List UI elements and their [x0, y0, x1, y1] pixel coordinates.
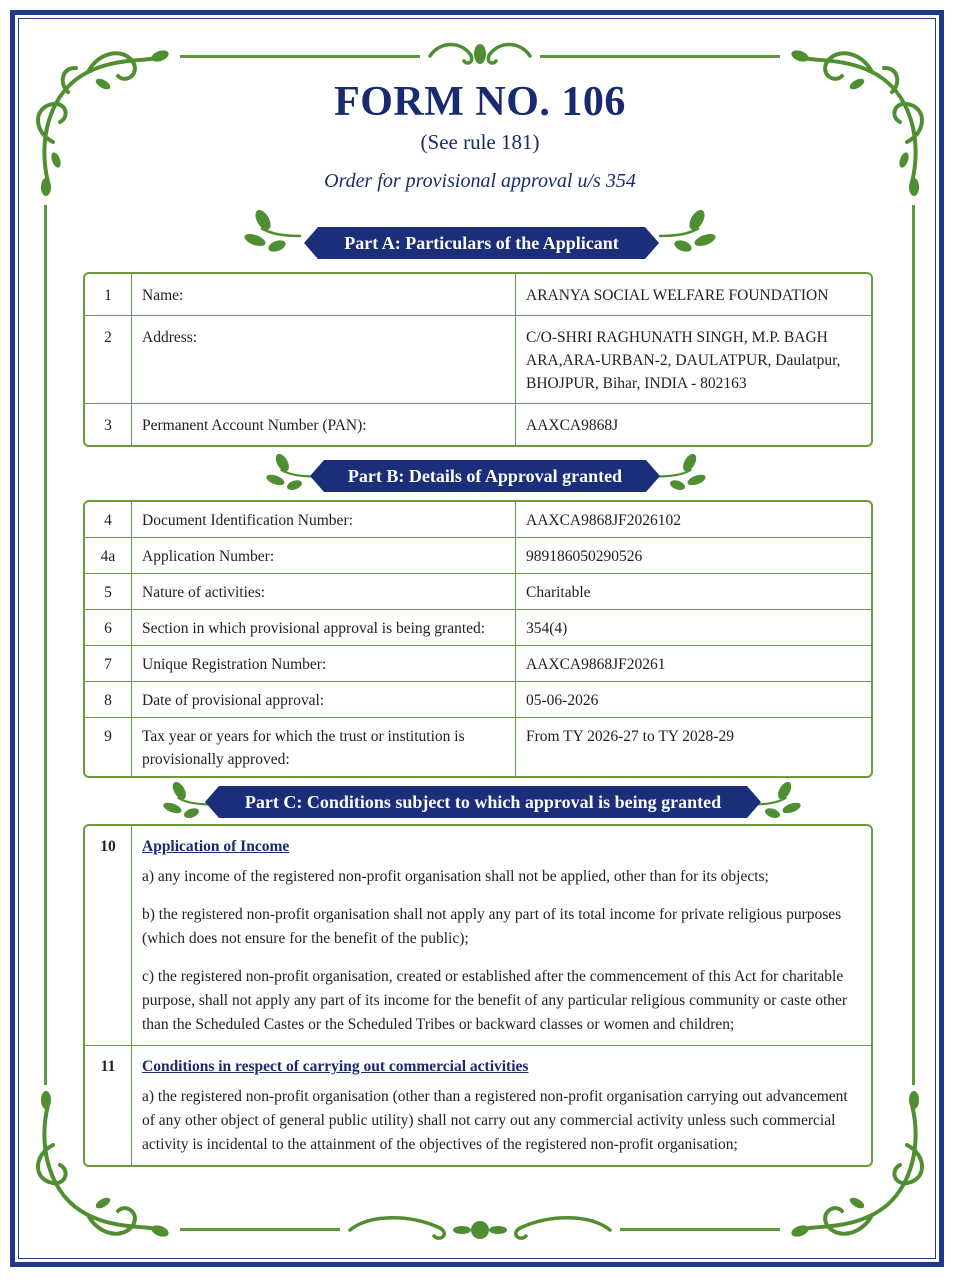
- top-right-rule: [540, 55, 780, 58]
- table-row: [85, 573, 871, 609]
- table-row: [85, 609, 871, 645]
- condition-paragraph: a) any income of the registered non-profit organisation shall not be applied, other than for its objects;: [142, 868, 769, 885]
- row-value: From TY 2026-27 to TY 2028-29: [526, 728, 734, 745]
- row-label: Address:: [132, 316, 516, 403]
- bottom-right-rule: [620, 1228, 780, 1231]
- row-label: Nature of activities:: [132, 574, 516, 609]
- row-number: 4a: [85, 538, 132, 573]
- table-row: [85, 645, 871, 681]
- row-number: 7: [85, 646, 132, 681]
- part-c-banner: Part C: Conditions subject to which approval is being granted: [219, 786, 747, 818]
- table-row: [85, 502, 871, 537]
- row-value: ARANYA SOCIAL WELFARE FOUNDATION: [526, 287, 829, 304]
- table-row: [85, 274, 871, 315]
- table-row: [85, 717, 871, 776]
- row-label: Section in which provisional approval is being granted:: [132, 610, 516, 645]
- part-a-banner: Part A: Particulars of the Applicant: [318, 227, 645, 259]
- row-value: Charitable: [526, 584, 591, 601]
- left-rule: [44, 205, 47, 1085]
- page-title: FORM NO. 106: [334, 79, 626, 125]
- row-number: 8: [85, 682, 132, 717]
- right-rule: [912, 205, 915, 1085]
- condition-paragraph: a) the registered non-profit organisation (other than a registered non-profit organisation carrying out advancement of any other object of general public utility) shall not carry out any commercial activity unless such commercial activity is incidental to the attainment of the objectives of the registered non-profit organisation;: [142, 1088, 848, 1153]
- row-value: AAXCA9868JF20261: [526, 656, 666, 673]
- row-label: Name:: [132, 274, 516, 315]
- row-label: Document Identification Number:: [132, 502, 516, 537]
- row-label: Permanent Account Number (PAN):: [132, 404, 516, 445]
- row-value: AAXCA9868JF2026102: [526, 512, 682, 529]
- condition-body: [132, 1046, 871, 1165]
- condition-heading: Application of Income: [142, 838, 290, 855]
- row-label: Unique Registration Number:: [132, 646, 516, 681]
- table-row: [85, 537, 871, 573]
- row-number: 3: [85, 404, 132, 445]
- row-number: 6: [85, 610, 132, 645]
- flourish-ornament-icon: [420, 36, 540, 76]
- page-caption: Order for provisional approval u/s 354: [324, 170, 636, 192]
- leaf-sprig-icon: [657, 206, 717, 258]
- row-value: 05-06-2026: [526, 692, 599, 709]
- condition-number: 10: [85, 826, 132, 1045]
- condition-paragraph: c) the registered non-profit organisation, created or established after the commencement of this Act for charitable purpose, shall not apply any part of its income for the benefit of any particular religious community or caste other than the Scheduled Castes or the Scheduled Tribes or backward classes or women and children;: [142, 968, 848, 1033]
- row-number: 1: [85, 274, 132, 315]
- part-b-banner: Part B: Details of Approval granted: [324, 460, 646, 492]
- leaf-sprig-icon: [243, 206, 303, 258]
- condition-paragraph: b) the registered non-profit organisation shall not apply any part of its total income for private religious purposes (which does not ensure for the benefit of the public);: [142, 906, 842, 947]
- table-row: [85, 315, 871, 403]
- page-subtitle: (See rule 181): [420, 130, 540, 154]
- row-label: Tax year or years for which the trust or institution is provisionally approved:: [132, 718, 516, 776]
- row-label: Date of provisional approval:: [132, 682, 516, 717]
- flourish-ornament-icon: [340, 1208, 620, 1252]
- row-value: AAXCA9868J: [526, 417, 619, 434]
- row-value: 989186050290526: [526, 548, 643, 565]
- part-c-table: [83, 824, 873, 1167]
- leaf-sprig-icon: [655, 450, 707, 496]
- condition-number: 11: [85, 1046, 132, 1165]
- condition-body: [132, 826, 871, 1045]
- row-value: C/O-SHRI RAGHUNATH SINGH, M.P. BAGH ARA,ARA-URBAN-2, DAULATPUR, Daulatpur, BHOJPUR, Bihar, INDIA - 802163: [526, 329, 841, 392]
- row-number: 2: [85, 316, 132, 403]
- part-a-table: [83, 272, 873, 447]
- row-value: 354(4): [526, 620, 568, 637]
- condition-row: [85, 826, 871, 1045]
- part-b-table: [83, 500, 873, 778]
- row-label: Application Number:: [132, 538, 516, 573]
- condition-row: [85, 1045, 871, 1165]
- row-number: 9: [85, 718, 132, 776]
- table-row: [85, 681, 871, 717]
- bottom-left-rule: [180, 1228, 340, 1231]
- row-number: 4: [85, 502, 132, 537]
- condition-heading: Conditions in respect of carrying out commercial activities: [142, 1058, 529, 1075]
- table-row: [85, 403, 871, 445]
- top-left-rule: [180, 55, 420, 58]
- row-number: 5: [85, 574, 132, 609]
